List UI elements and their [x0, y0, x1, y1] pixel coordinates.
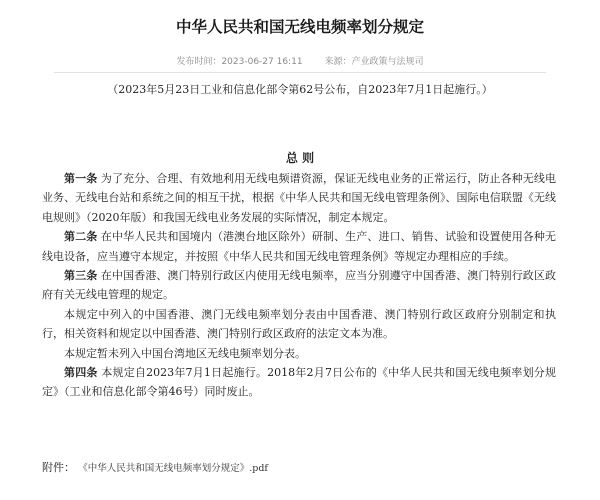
article-2	[42, 227, 556, 266]
article-text: 在中华人民共和国境内（港澳台地区除外）研制、生产、进口、销售、试验和设置使用各种无线电设备，应当遵守本规定，并按照《中华人民共和国无线电管理条例》等规定办理相应的手续。	[42, 230, 557, 263]
paragraph-text: 本规定中列入的中国香港、澳门无线电频率划分表由中国香港、澳门特别行政区政府分别制定和执行，相关资料和规定以中国香港、澳门特别行政区政府的法定文本为准。	[42, 307, 556, 341]
article-label: 第四条	[64, 366, 98, 380]
article-4	[42, 363, 556, 402]
source-label: 来源：产业政策与法规司	[324, 57, 424, 67]
header-divider	[54, 72, 546, 73]
article-label: 第三条	[64, 269, 98, 283]
publish-time: 发布时间：2023-06-27 16:11	[176, 57, 303, 67]
article-text: 本规定自2023年7月1日起施行。2018年2月7日公布的《中华人民共和国无线电频率划分规定》（工业和信息化部令第46号）同时废止。	[42, 366, 556, 399]
attachment-link[interactable]: 《中华人民共和国无线电频率划分规定》.pdf	[83, 463, 268, 474]
document-body	[42, 169, 556, 402]
paragraph-text: 本规定暂未列入中国台湾地区无线电频率划分表。	[64, 346, 306, 360]
page-title: 中华人民共和国无线电频率划分规定	[175, 18, 424, 36]
attachment-row	[42, 459, 556, 478]
article-3-paragraph-2	[42, 305, 556, 344]
article-text: 为了充分、合理、有效地利用无线电频谱资源，保证无线电业务的正常运行，防止各种无线电业务、无线电台站和系统之间的相互干扰，根据《中华人民共和国无线电管理条例》、国际电信联盟《无线电规则》（2020年版）和我国无线电业务发展的实际情况，制定本规定。	[42, 172, 557, 224]
attachment-label: 附件：	[42, 461, 75, 474]
article-3-paragraph-3	[42, 344, 556, 363]
article-label: 第二条	[64, 230, 98, 244]
article-text: 在中国香港、澳门特别行政区内使用无线电频率，应当分别遵守中国香港、澳门特别行政区政府有关无线电管理的规定。	[42, 269, 557, 302]
chapter-heading: 总 则	[285, 151, 315, 165]
article-1	[42, 169, 556, 227]
article-label: 第一条	[64, 172, 98, 185]
promulgation-note: （2023年5月23日工业和信息化部令第62号公布，自2023年7月1日起施行。）	[107, 83, 493, 96]
article-3	[42, 266, 556, 305]
meta-info	[0, 55, 600, 69]
